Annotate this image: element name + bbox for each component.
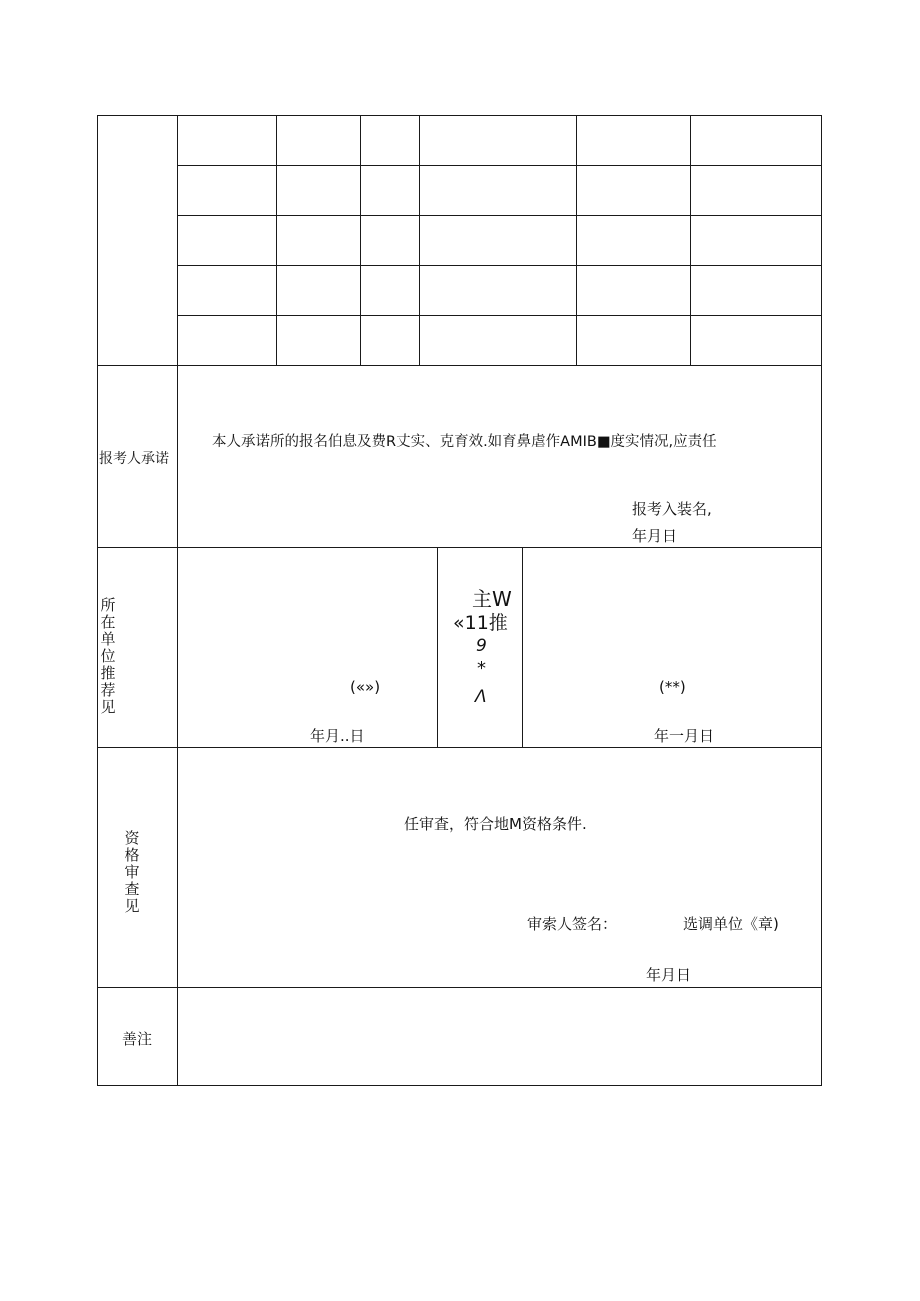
pledge-signature: 报考入装名, — [632, 500, 712, 518]
recommend-middle-line: Λ — [475, 687, 487, 707]
recommend-label-char: 单 — [100, 630, 116, 648]
grid-col-line — [419, 115, 420, 366]
grid-row-line — [177, 215, 822, 216]
section-divider — [97, 365, 822, 366]
pledge-label: 报考人承诺 — [99, 451, 169, 467]
review-label-char: 见 — [124, 897, 140, 915]
review-label-char: 审 — [124, 863, 140, 881]
section-divider — [97, 547, 822, 548]
grid-row-line — [177, 165, 822, 166]
review-label-char: 资 — [124, 829, 140, 847]
recommend-col-line — [522, 547, 523, 748]
recommend-middle-line: 主W — [472, 587, 512, 611]
review-label-char: 查 — [124, 880, 140, 898]
recommend-left-date: 年月..日 — [310, 727, 365, 745]
review-reviewer-signature: 审索人签名： — [527, 915, 618, 933]
grid-col-line — [576, 115, 577, 366]
pledge-date: 年月日 — [632, 527, 678, 545]
recommend-col-line — [437, 547, 438, 748]
recommend-label-char: 在 — [100, 613, 116, 631]
grid-col-line — [360, 115, 361, 366]
recommend-label-char: 见 — [100, 698, 116, 716]
recommend-label-char: 推 — [100, 664, 116, 682]
recommend-label-char: 位 — [100, 647, 116, 665]
pledge-text: 本人承诺所的报名伯息及费R丈实、克育效.如育鼻虐作AMIB■度实情况,应责任 — [212, 434, 717, 450]
table-border-bottom — [97, 1085, 822, 1086]
review-label — [122, 830, 142, 915]
label-column-divider — [177, 115, 178, 1086]
recommend-left-seal: («») — [350, 678, 381, 696]
section-divider — [97, 987, 822, 988]
recommend-middle-line: 9 — [476, 636, 487, 656]
remarks-label: 善注 — [122, 1030, 153, 1048]
review-unit-seal: 选调单位《章) — [683, 915, 779, 933]
grid-row-line — [177, 265, 822, 266]
recommend-middle-line: * — [477, 658, 486, 679]
section-divider — [97, 747, 822, 748]
review-label-char: 格 — [124, 846, 140, 864]
grid-row-line — [177, 315, 822, 316]
recommend-right-seal: (**) — [659, 678, 686, 696]
recommend-label-char: 所 — [100, 596, 116, 614]
grid-col-line — [690, 115, 691, 366]
review-date: 年月日 — [646, 966, 692, 984]
recommend-label — [98, 597, 118, 716]
table-border-right — [821, 115, 822, 1086]
recommend-right-date: 年一月日 — [654, 727, 715, 745]
grid-col-line — [276, 115, 277, 366]
recommend-label-char: 荐 — [100, 681, 116, 699]
table-border-top — [97, 115, 822, 116]
recommend-middle-line: «11推 — [453, 612, 508, 634]
review-text: 任审査，符合地M资格条件. — [404, 815, 587, 833]
